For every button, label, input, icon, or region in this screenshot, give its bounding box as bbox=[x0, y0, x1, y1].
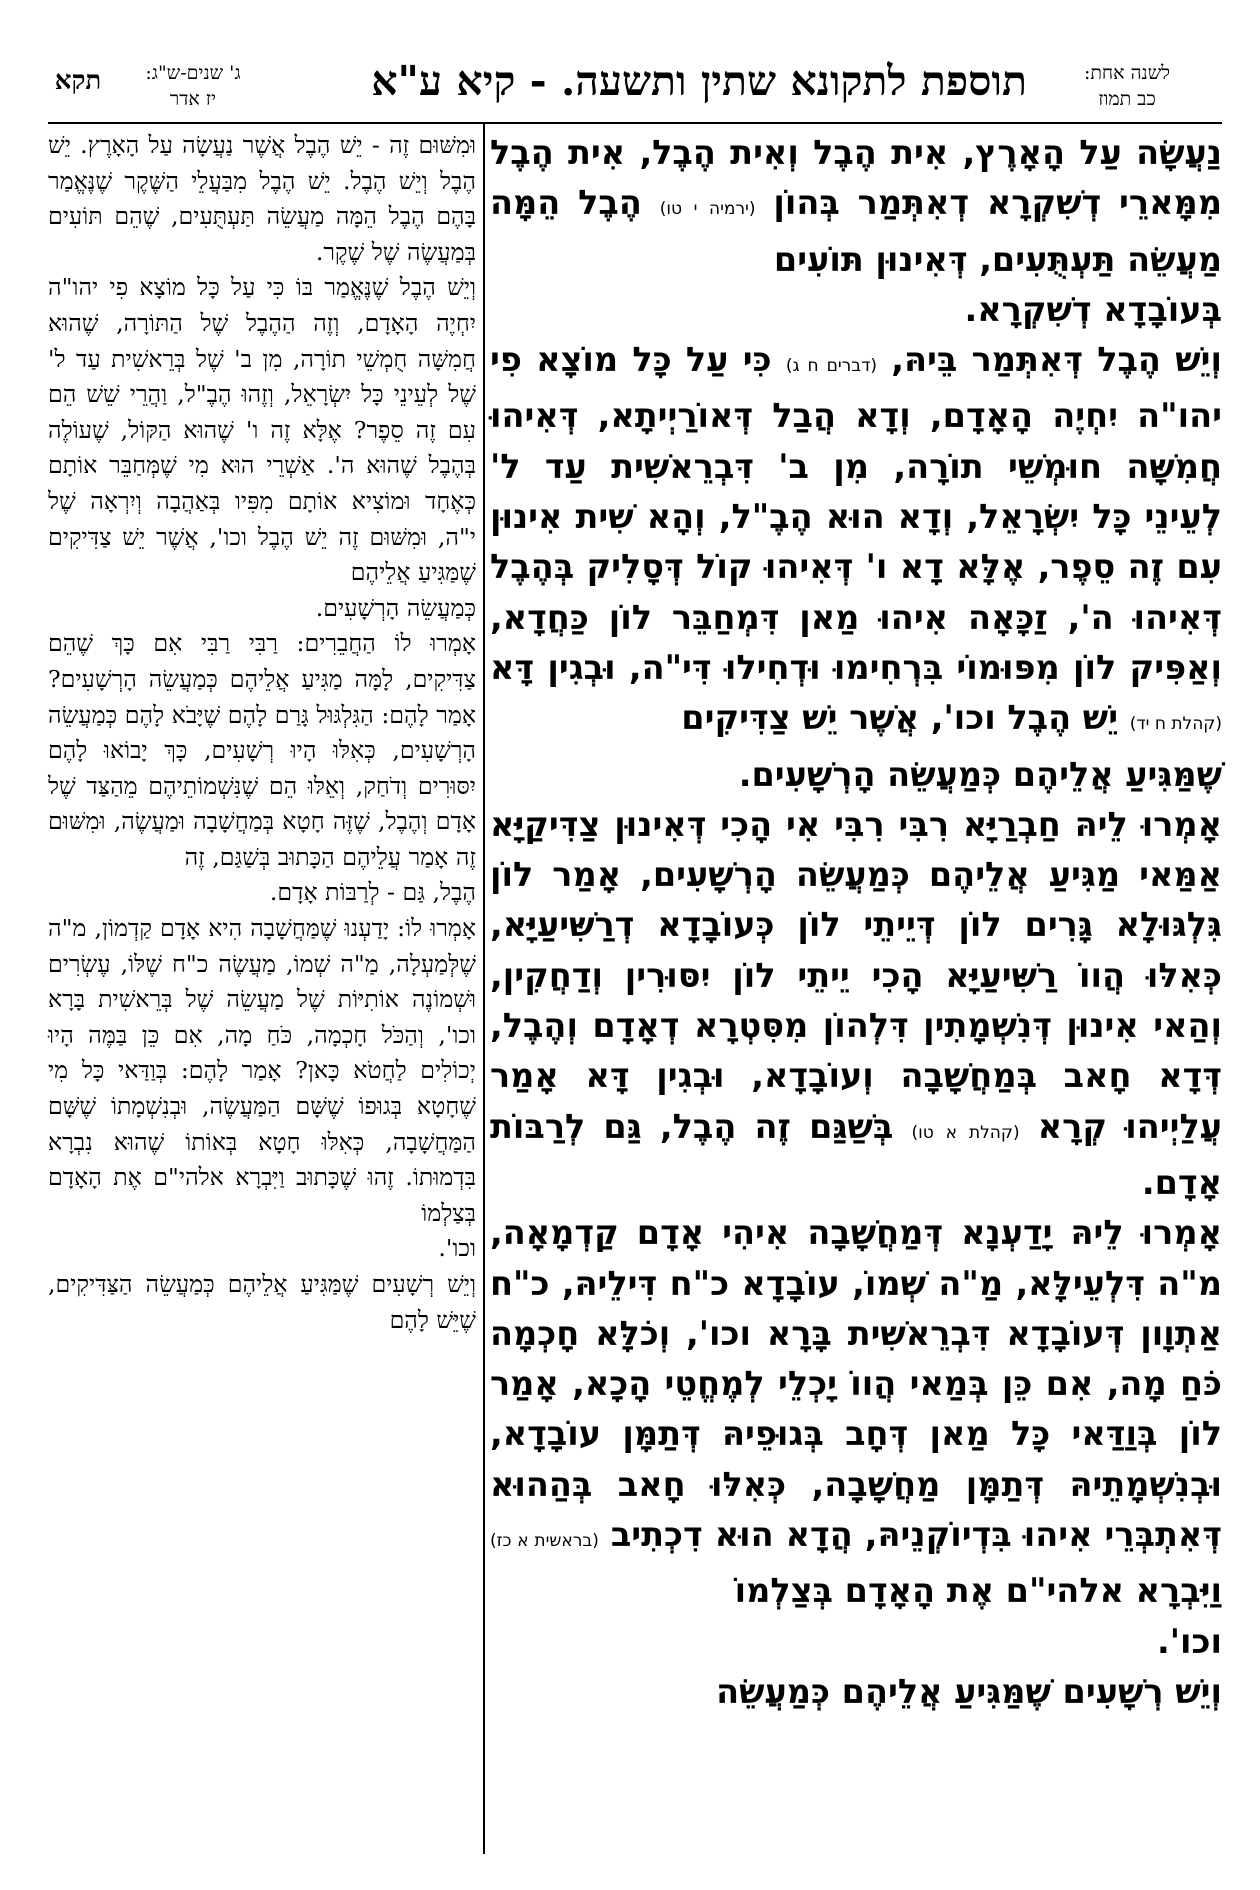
main-p1b-text: הֶבֶל הֵמָּה מַעֲשֵׂה תַּעְתֻּעִים, דְּאִינוּן תּוֹעִים bbox=[490, 183, 1222, 279]
header-schedule-three-years bbox=[118, 60, 268, 112]
main-paragraph-1-end: בְּעוֹבָדָא דְשִׁקְרָא. bbox=[964, 289, 1222, 329]
source-reference: (קהלת א טו) bbox=[911, 1122, 1020, 1143]
header-schedule-one-year bbox=[1032, 60, 1222, 112]
header-left-line1: ג' שנים-ש"ג: bbox=[145, 62, 241, 84]
page-header bbox=[48, 52, 1222, 122]
main-p4c-text: וַיִּבְרָא אלהי"ם אֶת הָאָדָם בְּצַלְמוֹ bbox=[734, 1571, 1222, 1611]
main-paragraph-1 bbox=[490, 128, 1222, 285]
side-paragraph-2: וְיֵשׁ הֶבֶל שֶׁנֶּאֱמַר בּוֹ כִּי עַל כָּל מוֹצָא פִי יהו"ה יִחְיֶה הָאָדָם, וְזֶה הַהֶבֶל שֶׁל הַתּוֹרָה, שֶׁהוּא חֲמִשָּׁה חֻמְשֵׁי תוֹרָה, מִן ב' שֶׁל בְּרֵאשִׁית עַד ל' שֶׁל לְעֵינֵי כָּל יִשְׂרָאֵל, וְזֶהוּ הֶבֶ"ל, וַהֲרֵי שֵׁשׁ הֵם עִם זֶה סֵפֶר? אֶלָּא זֶה ו' שֶׁהוּא הַקּוֹל, שֶׁעוֹלֶה בְּהֶבֶל שֶׁהוּא ה'. אַשְׁרֵי הוּא מִי שֶׁמְּחַבֵּר אוֹתָם כְּאֶחָד וּמוֹצִיא אוֹתָם מִפִּיו בְּאַהֲבָה וְיִרְאָה שֶׁל י"ה, וּמִשּׁוּם זֶה יֵשׁ הֶבֶל וכו', אֲשֶׁר יֵשׁ צַדִּיקִים שֶׁמַּגִּיעַ אֲלֵיהֶם bbox=[48, 273, 476, 587]
side-paragraph-4-end: וכו'. bbox=[438, 1234, 476, 1263]
side-paragraph-1: וּמִשּׁוּם זֶה - יֵשׁ הֶבֶל אֲשֶׁר נַעֲשָׂה עַל הָאָרֶץ. יֵשׁ הֶבֶל וְיֵשׁ הֶבֶל. יֵשׁ הֶבֶל מִבַּעֲלֵי הַשֶּׁקֶר שֶׁנֶּאֱמַר בָּהֶם הֶבֶל הֵמָּה מַעֲשֵׂה תַּעְתֻּעִים, שֶׁהֵם תּוֹעִים בְּמַעֲשֶׂה שֶׁל שֶׁקֶר. bbox=[48, 131, 476, 266]
main-p2b-text: כִּי עַל כָּל מוֹצָא פִי יהו"ה יִחְיֶה הָאָדָם, וְדָא הֲבַל דְּאוֹרַיְיתָא, דְּאִיהוּ חֲמִשָּׁה חוּמְשֵׁי תוֹרָה, מִן ב' דִּבְרֵאשִׁית עַד ל' לְעֵינֵי כָּל יִשְׂרָאֵל, וְדָא הוּא הֶבֶ"ל, וְהָא שִׁית אִינוּן עִם זֶה סֵפֶר, אֶלָּא דָא ו' דְּאִיהוּ קוֹל דְּסָלִיק בְּהֶבֶל דְּאִיהוּ ה', זַכָּאָה אִיהוּ מַאן דִּמְחַבֵּר לוֹן כַּחֲדָא, וְאַפִּיק לוֹן מִפּוּמוֹי בִּרְחִימוּ וּדְחִילוּ דִּי"ה, וּבְגִין דָּא bbox=[490, 340, 1222, 687]
source-reference: (בראשית א כז) bbox=[490, 1531, 599, 1552]
main-p1-text: נַעֲשָׂה עַל הָאָרֶץ, אִית הֶבֶל וְאִית הֶבֶל, אִית הֶבֶל מִמָּארֵי דְשִׁקְרָא דְאִתְּמַר בְּהוֹן bbox=[490, 133, 1222, 223]
source-reference: (ירמיה י טו) bbox=[659, 199, 756, 220]
header-right-line1: לשנה אחת: bbox=[1083, 62, 1171, 84]
page-number: תקא bbox=[54, 66, 102, 96]
main-p3c-text: בְּשַׁגַּם זֶה הֶבֶל, גַּם לְרַבּוֹת אָדָם. bbox=[490, 1106, 1222, 1202]
header-rule bbox=[48, 122, 1222, 124]
main-paragraph-5: וְיֵשׁ רְשָׁעִים שֶׁמַּגִּיעַ אֲלֵיהֶם כְּמַעֲשֵׂה bbox=[716, 1671, 1222, 1711]
side-paragraph-3: אָמְרוּ לוֹ הַחֲבֵרִים: רַבִּי רַבִּי אִם כָּךְ שֶׁהֵם צַדִּיקִים, לָמָּה מַגִּיעַ אֲלֵיהֶם כְּמַעֲשֵׂה הָרְשָׁעִים? אָמַר לָהֶם: הַגִּלְגּוּל גָּרַם לָהֶם שֶׁיָּבֹא לָהֶם כְּמַעֲשֵׂה הָרְשָׁעִים, כְּאִלּוּ הָיוּ רְשָׁעִים, כָּךְ יָבוֹאוּ לָהֶם יִסּוּרִים וְדֹחַק, וְאֵלּוּ הֵם שֶׁנִּשְׁמוֹתֵיהֶם מֵהַצַּד שֶׁל אָדָם וְהֶבֶל, שֶׁזֶּה חָטָא בְּמַחֲשָׁבָה וּמַעֲשֶׂה, וּמִשּׁוּם זֶה אָמַר עֲלֵיהֶם הַכָּתוּב בְּשַׁגַּם, זֶה bbox=[48, 629, 476, 871]
main-p2a-text: וְיֵשׁ הֶבֶל דְּאִתְּמַר בֵּיהּ, bbox=[891, 340, 1222, 380]
side-paragraph-5: וְיֵשׁ רְשָׁעִים שֶׁמַּגִּיעַ אֲלֵיהֶם כְּמַעֲשֵׂה הַצַּדִּיקִים, שֶׁיֵּשׁ לָהֶם bbox=[48, 1270, 476, 1334]
header-right-line2: כב תמוז bbox=[1098, 88, 1156, 110]
main-p2c-text: יֵשׁ הֶבֶל וכו', אֲשֶׁר יֵשׁ צַדִּיקִים bbox=[681, 698, 1119, 738]
translation-column bbox=[48, 128, 476, 1338]
side-paragraph-4: אָמְרוּ לוֹ: יָדַעְנוּ שֶׁמַּחֲשָׁבָה הִיא אָדָם קַדְמוֹן, מ"ה שֶׁלְּמַעְלָה, מַ"ה שְׁמוֹ, מַעֲשֶׂה כ"ח שֶׁלּוֹ, עֶשְׂרִים וּשְׁמוֹנֶה אוֹתִיּוֹת שֶׁל מַעֲשֵׂה שֶׁל בְּרֵאשִׁית בָּרָא וכו', וְהַכֹּל חָכְמָה, כֹּחַ מָה, אִם כֵּן בַּמֶּה הָיוּ יְכוֹלִים לַחֲטֹא כָּאן? אָמַר לָהֶם: בְּוַדַּאי כָּל מִי שֶׁחָטָא בְּגוּפוֹ שֶׁשָּׁם הַמַּעֲשֶׂה, וּבְנִשְׁמָתוֹ שֶׁשָּׁם הַמַּחֲשָׁבָה, כְּאִלּוּ חָטָא בְּאוֹתוֹ שֶׁהוּא נִבְרָא בִּדְמוּתוֹ. זֶהוּ שֶׁכָּתוּב וַיִּבְרָא אלהי"ם אֶת הָאָדָם בְּצַלְמוֹ bbox=[48, 914, 476, 1227]
main-p4b-text: קַדְמָאָה, מ"ה דִּלְעֵילָּא, מַ"ה שְׁמוֹ, עוֹבָדָא כ"ח דִּילֵיהּ, כ"ח אַתְוָון דְּעוֹבָדָא דִּבְרֵאשִׁית בָּרָא וכו', וְכֹלָּא חָכְמָה כֹּחַ מָה, אִם כֵּן בְּמַאי הֲווֹ יָכְלֵי לְמֶחֱטֵי הָכָא, אָמַר לוֹן בְּוַדַּאי כָּל מַאן דְּחָב בְּגוּפֵיהּ דְּתַמָּן עוֹבָדָא, וּבְנִשְׁמָתֵיהּ דְּתַמָּן מַחֲשָׁבָה, כְּאִלּוּ חָאב בְּהַהוּא דְּאִתְבְּרֵי אִיהוּ בִּדְיוֹקְנֵיהּ, הֲדָא הוּא דִכְתִיב bbox=[490, 1213, 1222, 1555]
side-paragraph-2-end: כְּמַעֲשֵׂה הָרְשָׁעִים. bbox=[315, 593, 476, 622]
main-paragraph-4-end: וכו'. bbox=[1157, 1621, 1222, 1661]
source-reference: (דברים ח ג) bbox=[785, 356, 878, 377]
main-p3b-text: צַדִּיקַיָּא אַמַּאי מַגִּיעַ אֲלֵיהֶם כְּמַעֲשֵׂה הָרְשָׁעִים, אָמַר לוֹן גִּלְגּוּלָא גָּרִים לוֹן דְּיֵיתֵי לוֹן כְּעוֹבָדָא דְרַשִּׁיעַיָּא, כְּאִלּוּ הֲווֹ רַשִּׁיעַיָּא הָכִי יֵיתֵי לוֹן יִסּוּרִין וְדַחֲקִין, וְהַאי אִינוּן דְּנִשְׁמָתִין דִּלְהוֹן מִסִּטְרָא דְאָדָם וְהֶבֶל, דְּדָא חָאב בְּמַחֲשָׁבָה וְעוֹבָדָא, וּבְגִין דָּא אָמַר עֲלַיְיהוּ קְרָא bbox=[490, 804, 1222, 1146]
page-title: תוספת לתקונא שתין ותשעה. - קיא ע"א bbox=[371, 57, 1027, 105]
main-p4a-text: אָמְרוּ לֵיהּ יָדַעְנָא דְּמַחֲשָׁבָה אִיהִי אָדָם bbox=[636, 1213, 1222, 1253]
header-left-line2: יז אדר bbox=[169, 88, 217, 110]
source-reference: (קהלת ח יד) bbox=[1129, 714, 1222, 735]
main-p3a-text: אָמְרוּ לֵיהּ חַבְרַיָּא רִבִּי רִבִּי אִי הָכִי דְּאִינוּן bbox=[614, 804, 1222, 844]
main-paragraph-3 bbox=[490, 800, 1222, 1208]
main-paragraph-2 bbox=[490, 335, 1222, 749]
main-paragraph-4 bbox=[490, 1208, 1222, 1616]
column-divider bbox=[483, 124, 485, 1854]
side-paragraph-3-end: הֶבֶל, גַּם - לְרַבּוֹת אָדָם. bbox=[269, 878, 476, 907]
main-paragraph-2-end: שֶׁמַּגִּיעַ אֲלֵיהֶם כְּמַעֲשֵׂה הָרְשָׁעִים. bbox=[738, 754, 1222, 794]
main-text-column bbox=[490, 128, 1222, 1717]
